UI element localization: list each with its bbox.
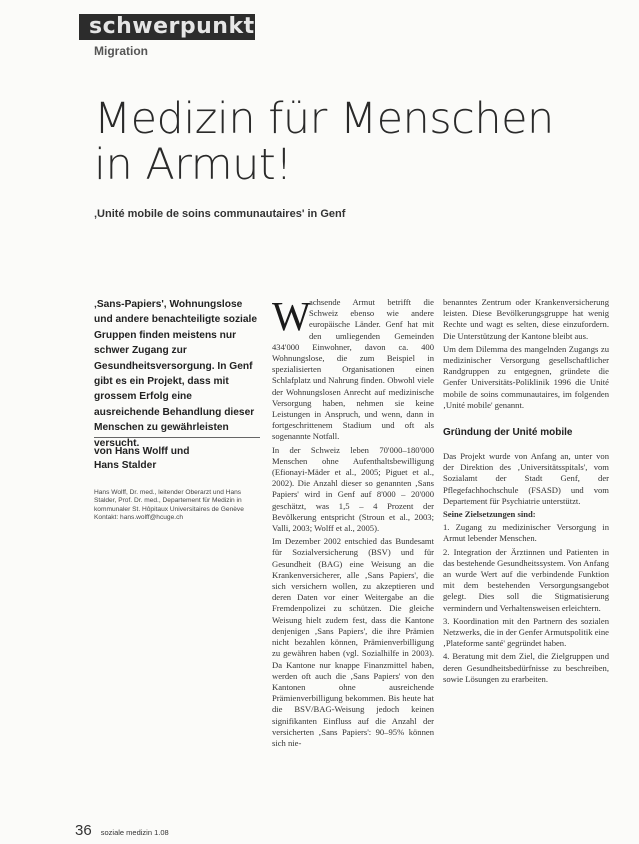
body-paragraph: In der Schweiz leben 70'000–180'000 Menschen ohne Aufenthaltsbewilligung (Efionayi-Mäder et al., 2005; Piguet et al., 2002). Die Anzahl dieser so genannten ‚Sans Papiers' wird in Genf auf 8'000 – 20'000 geschätzt, was 1,5 – 4 Prozent der Bevölkerung entspricht (Stroun et al., 2003; Valli, 2003; Wolff et al., 2005). [272,444,434,534]
title-line-2: in Armut! [94,140,292,190]
author-bio: Hans Wolff, Dr. med., leitender Oberarzt und Hans Stalder, Prof. Dr. med., Departement für Medizin in kommunaler St. Hôpitaux Universitaires de Genève Kontakt: hans.wolff@hcuge.ch [94,489,244,522]
body-paragraph: Das Projekt wurde von Anfang an, unter von der Direktion des ‚Universitätsspitals', vom Sozialamt der Stadt Genf, der Pflegefachhochschule (FSASD) und vom Departement für Psychiatrie unterstützt. [443,451,609,506]
goal-item: 1. Zugang zu medizinischer Versorgung in Armut lebender Menschen. [443,522,609,544]
goal-item: 2. Integration der Ärztinnen und Patienten in das bestehende Gesundheitssystem. Von Anfang an wurde Wert auf die verbindende Funktion mit dem bestehenden Versorgungsangebot gelegt. Dies soll die Stigmatisierung vermindern und Verhaltensweisen erleichtern. [443,546,609,613]
section-heading: Gründung der Unité mobile [443,427,573,439]
body-paragraph: Um dem Dilemma des mangelnden Zugangs zu medizinischer Versorgung gesellschaftlicher Randgruppen zu entgegnen, gründete die Genfer Universitäts-Poliklinik 1996 die Unité mobile de soins communautaires, im folgenden ‚Unité mobile' genannt. [443,343,609,410]
page-number: 36 [75,822,92,839]
author-line-1: von Hans Wolff und [94,446,190,457]
divider [94,437,260,438]
journal-title: soziale medizin 1.08 [100,828,169,837]
goal-item: 4. Beratung mit dem Ziel, die Zielgruppen und deren Gesundheitsbedürfnisse zu beschreiben, sowie Lösungen zu erarbeiten. [443,651,609,684]
authors [94,445,260,473]
lead-paragraph: ‚Sans-Papiers', Wohnungslose und andere benachteiligte soziale Gruppen finden meistens nur schwer Zugang zur Gesundheitsversorgung. In Genf gibt es ein Projekt, dass mit grossem Erfolg eine ausreichende Behandlung dieser Menschen zu gewährleisten versucht. [94,299,258,449]
body-paragraph: benanntes Zentrum oder Krankenversicherung leisten. Diese Bevölkerungsgruppe hat wenig Rechte und wagt es selten, diese einzufordern. Die Unterstützung der Kantone bleibt aus. [443,297,609,341]
section-banner: schwerpunkt [79,14,255,40]
title-line-1: Medizin für Menschen [94,94,554,144]
section-label: Migration [94,44,148,58]
author-line-2: Hans Stalder [94,460,157,471]
body-column-1 [272,297,434,807]
page-footer [75,822,169,839]
article-title [94,96,594,188]
goal-item: 3. Koordination mit den Partnern des sozialen Netzwerks, die in der Genfer Armutspolitik eine ‚Plateforme santé' gegründet haben. [443,615,609,649]
goals-heading: Seine Zielsetzungen sind: [443,509,536,520]
body-paragraph: Im Dezember 2002 entschied das Bundesamt für Sozialversicherung (BSV) und für Gesundheit (BAG) eine Weisung an die Krankenversicherer, alle ‚Sans Papiers', die sich versichern wollen, zu akzeptieren und deren Daten vor einer Weitergabe an die Fremdenpolizei zu schützen. Die gleiche Weisung hielt zudem fest, dass die Kantone denjenigen ‚Sans Papiers', die ihre Prämien nicht bezahlen können, Prämienverbilligung zu gewähren haben (vgl. Sozialhilfe in 2003). Da Kantone nur knappe Finanzmittel haben, werden oft auch die ‚Sans Papiers' von den Kantonen ohne ausreichende Prämienverbilligung bekommen. Bis heute hat die BSV/BAG-Weisung jedoch keinen signifikanten Einfluss auf die Anzahl der versicherten ‚Sans Papiers': 90–95% können sich nie- [272,536,434,748]
body-paragraph: achsende Armut betrifft die Schweiz ebenso wie andere europäische Länder. Genf hat mit den umliegenden Gemeinden 434'000 Einwohner, davon ca. 400 Wohnungslose, die zum Beispiel in spezialisierten Organisationen einen Schlafplatz und Nahrung finden. Obwohl viele der Wohnungslosen Anrecht auf medizinische Versorgung haben, nehmen sie keine Leistungen in Anspruch, und wenn, dann in fortgeschrittenem Stadium und oft als sogenannte Notfall. [272,297,434,442]
article-subtitle: ‚Unité mobile de soins communautaires' in Genf [94,208,346,220]
body-column-2 [443,297,609,807]
drop-cap: W [272,297,311,339]
